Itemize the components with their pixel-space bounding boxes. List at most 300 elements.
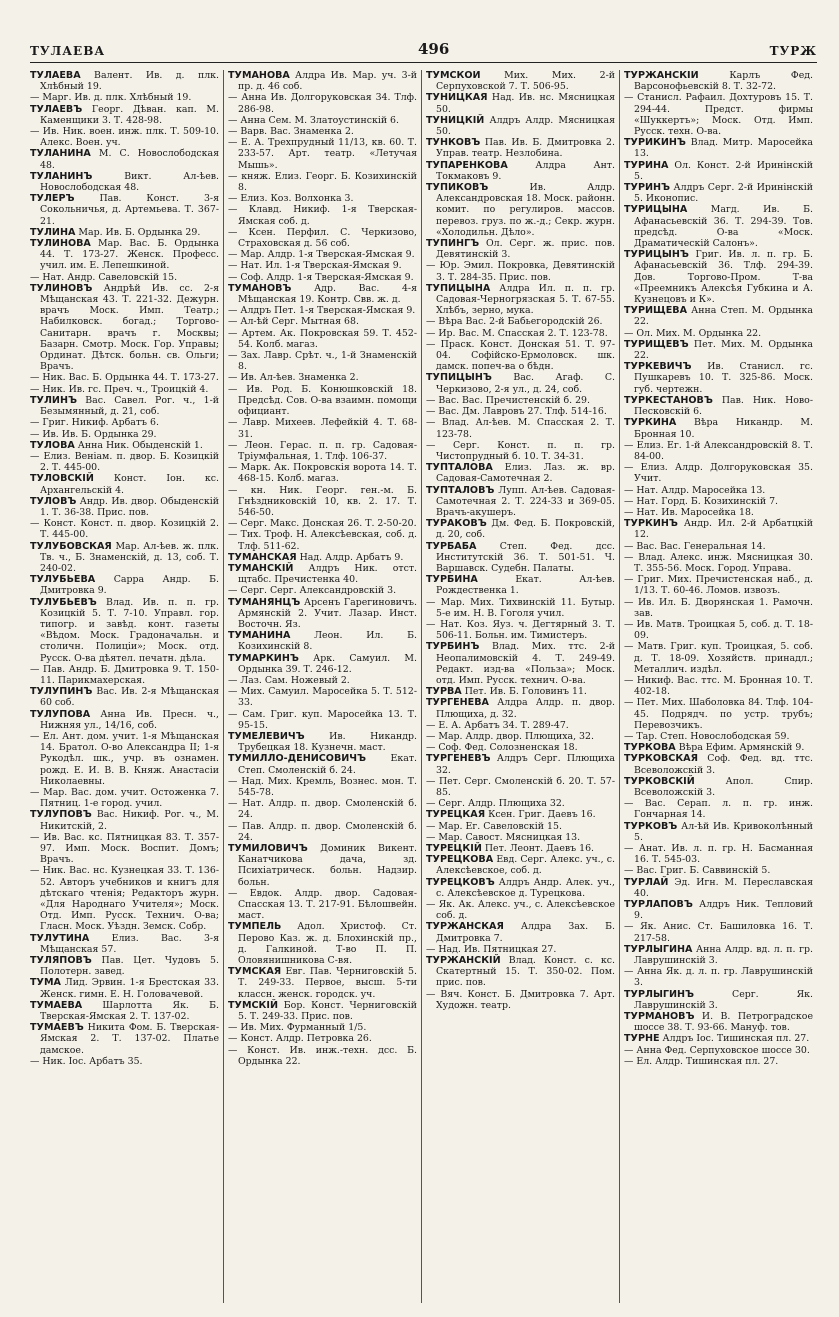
entry-text: — Мих. Самуил. Маросейка 5. Т. 512-33. <box>228 686 417 709</box>
entry-text: Ив. Никандр. Трубецкая 18. Кузнечн. маст. <box>238 730 417 754</box>
entry-text: Андрѣй Ив. сс. 2-я Мѣщанская 43. Т. 221-32. Дежурн. врачъ Моск. Имп. Театр.; Набилковск. богад.; Торгово-Санитарн. врачъ г. Москвы; Базарн. Смотр. Моск. Гор. Управы; Ординат. Дѣтск. больн. св. Ольги; Врачъ. <box>40 282 219 373</box>
entry-text: — Вас. Григ. Б. Саввинскій 5. <box>624 865 771 877</box>
directory-entry <box>624 249 813 305</box>
entry-text: — Нат. Алдр. Маросейка 13. <box>624 484 766 496</box>
entry-surname: ТУЛУБЬЕВА <box>30 574 96 586</box>
entry-text: — Вас. Серап. л. п. гр. инж. Гончарная 14. <box>624 798 813 821</box>
directory-entry <box>624 328 813 339</box>
entry-text: — Нат. Коз. Яуз. ч. Дегтярный 3. Т. 506-11. Больн. им. Тимистеръ. <box>426 618 615 642</box>
entry-surname: ТУРЕЦКОВА <box>426 854 494 866</box>
entry-text: — Мар. Мих. Тихвинскій 11. Бутыр. 5-е им. Н. В. Гоголя учил. <box>426 596 615 619</box>
directory-entry <box>30 1000 219 1022</box>
entry-text: — Анна Ив. Долгоруковская 34. Тлф. 286-98. <box>228 92 417 115</box>
entry-surname: ТУПИНГЪ <box>426 238 480 250</box>
directory-entry <box>624 989 813 1011</box>
directory-entry <box>624 742 813 753</box>
directory-entry <box>228 372 417 383</box>
directory-entry <box>624 496 813 507</box>
entry-text: Алдра Ил. п. п. гр. Садовая-Черногрязская 5. Т. 67-55. Хлѣбъ, зерно, мука. <box>436 282 615 317</box>
entry-surname: ТУПИЦЫНА <box>426 282 491 294</box>
entry-text: — Мар. Савост. Мясницкая 13. <box>426 831 581 843</box>
entry-surname: ТУЛОВА <box>30 439 75 451</box>
entry-text: Ол. Серг. ж. прис. пов. Девятинскій 3. <box>436 238 615 261</box>
directory-entry <box>228 585 417 596</box>
entry-text: — Серг. Алдр. Плющиха 32. <box>426 798 565 810</box>
entry-text: — Влад. Ал-ѣев. М. Спасская 2. Т. 123-78. <box>426 417 615 440</box>
entry-surname: ТУРМАНОВЪ <box>624 1011 695 1023</box>
entry-surname: ТУРИЦЫНА <box>624 204 688 216</box>
entry-text: Екат. Степ. Смоленскій б. 24. <box>238 753 417 776</box>
entry-text: — Юр. Эмил. Покровка, Девятинскій 3. Т. 284-35. Прис. пов. <box>426 260 615 283</box>
entry-text: — Лаз. Сам. Ножевый 2. <box>228 674 350 686</box>
entry-text: Соф. Фед. вд. ттс. Всеволожскій 3. <box>634 753 813 776</box>
entry-text: Влад. Ив. п. п. гр. Козицкій 5. Т. 7-10. Управл. гор. типогр. и завѣд. конт. газеты «Вѣдом. Моск. Градоначальн. и столичн. Полиціи»; Моск. отд. Русск. О-ва дѣятел. печатн. дѣла. <box>40 596 219 664</box>
entry-surname: ТУМАРКИНЪ <box>228 652 299 664</box>
entry-surname: ТУМСКОЙ <box>426 70 481 81</box>
entry-text: — Ив. Ив. Б. Ордынка 29. <box>30 428 157 440</box>
directory-entry <box>228 440 417 462</box>
directory-entry <box>30 395 219 417</box>
directory-entry <box>30 496 219 518</box>
entry-text: — Ив. Род. Б. Конюшковскій 18. Предсѣд. Сов. О-ва взаимн. помощи официант. <box>228 383 417 418</box>
entry-text: — Над. Ив. Пятницкая 27. <box>426 943 557 955</box>
entry-text: Анна Степ. М. Ордынка 22. <box>634 305 813 328</box>
entry-text: Шарлотта Як. Б. Тверская-Ямская 2. Т. 137-02. <box>40 999 219 1023</box>
entry-surname: ТУЛИНЪ <box>30 394 77 406</box>
directory-entry <box>426 485 615 519</box>
entry-surname: ТУМАЕВА <box>30 999 83 1011</box>
entry-surname: ТУМАНЯНЦЪ <box>228 596 301 608</box>
entry-surname: ТУПТАЛОВА <box>426 462 493 474</box>
entry-text: Алдръ Ник. отст. щтабс. Пречистенка 40. <box>238 562 417 586</box>
entry-surname: ТУРИЦЫНЪ <box>624 249 689 261</box>
entry-text: Ив. Станисл. гс. Пушкаревъ 10. Т. 325-86. Моск. губ. чертежн. <box>634 361 813 395</box>
directory-entry <box>624 1011 813 1033</box>
entry-text: — Никиф. Вас. ттс. М. Бронная 10. Т. 402-18. <box>624 674 813 698</box>
entry-surname: ТУМАНСКІЙ <box>228 562 294 574</box>
directory-entry <box>426 92 615 114</box>
entry-text: — Нат. Андр. Савеловскій 15. <box>30 271 178 283</box>
entry-text: Анна Ник. Обыденскій 1. <box>74 439 203 451</box>
entry-surname: ТУРГЕНЕВА <box>426 697 489 709</box>
directory-entry <box>426 641 615 686</box>
entry-text: — Мар. Вас. дом. учит. Остоженка 7. Пятниц. 1-е город. учил. <box>30 787 219 810</box>
entry-text: М. С. Новослободская 48. <box>40 148 219 171</box>
entry-text: Вас. Ив. 2-я Мѣщанская 60 соб. <box>40 686 219 709</box>
directory-entry <box>228 709 417 731</box>
directory-entry <box>426 462 615 484</box>
entry-text: — Тих. Троф. Н. Алексѣевская, соб. д. Тлф. 511-62. <box>228 529 417 552</box>
entry-text: — Марг. Ив. д. плк. Хлѣбный 19. <box>30 92 192 104</box>
directory-entry <box>30 417 219 428</box>
entry-text: Арсенъ Гарегиновичъ. Армянскій 2. Учит. Лазар. Инст. Восточн. Яз. <box>238 596 417 630</box>
entry-text: Екат. Ал-ѣев. Рождественка 1. <box>436 574 615 597</box>
entry-text: — Серг. Серг. Александровскій 3. <box>228 585 397 597</box>
directory-entry <box>426 899 615 921</box>
entry-surname: ТУЛАЕВА <box>30 70 81 81</box>
directory-entry <box>228 272 417 283</box>
entry-surname: ТУМАНСКАЯ <box>228 551 297 563</box>
directory-entry <box>30 709 219 731</box>
directory-entry <box>30 104 219 126</box>
directory-entry <box>30 541 219 575</box>
entry-surname: ТУМПЕЛЬ <box>228 921 282 933</box>
entry-text: Мар. Ив. Б. Ордынка 29. <box>75 226 201 238</box>
entry-surname: ТУРЛАПОВЪ <box>624 899 693 911</box>
directory-entry <box>426 70 615 92</box>
directory-entry <box>624 597 813 619</box>
directory-entry <box>426 821 615 832</box>
entry-text: — Е. А. Трехпрудный 11/13, кв. 60. Т. 233-57. Арт. театр. «Летучая Мышь». <box>228 137 417 171</box>
entry-surname: ТУРВА <box>426 686 462 698</box>
entry-text: — Артем. Ак. Покровская 59. Т. 452-54. Колб. магаз. <box>228 327 417 350</box>
directory-entry <box>426 372 615 394</box>
entry-surname: ТУРБИНА <box>426 574 478 586</box>
entry-text: — Пав. Алдр. п. двор. Смоленскій б. 24. <box>228 820 417 843</box>
entry-text: Алдръ Андр. Алек. уч., с. Алексѣевское д. Турецкова. <box>436 876 615 899</box>
directory-entry <box>228 798 417 820</box>
entry-surname: ТУЛИНОВА <box>30 238 91 250</box>
entry-text: — Конст. Конст. п. двор. Козицкій 2. Т. 445-00. <box>30 518 219 541</box>
entry-text: Алдра Зах. Б. Дмитровка 7. <box>436 921 615 944</box>
entry-text: Елиз. Вас. 3-я Мѣщанская 57. <box>40 932 219 955</box>
entry-surname: ТУРКОВСКІЙ <box>624 775 695 787</box>
entry-text: — Пет. Серг. Смоленскій б. 20. Т. 57-85. <box>426 775 615 798</box>
entry-text: — Вѣра Вас. 2-й Бабьегородскій 26. <box>426 316 603 328</box>
entry-text: — Клавд. Никиф. 1-я Тверская-Ямская соб. д. <box>228 204 417 227</box>
directory-entry <box>228 384 417 418</box>
entry-text: Алдръ Іос. Тишинская пл. 27. <box>659 1033 810 1045</box>
entry-text: Арк. Самуил. М. Ордынка 39. Т. 246-12. <box>238 652 417 675</box>
directory-entry <box>426 731 615 742</box>
entry-surname: ТУЛОВСКІЙ <box>30 473 94 485</box>
directory-entry <box>624 485 813 496</box>
entry-surname: ТУРКОВСКАЯ <box>624 753 698 765</box>
entry-text: — Варв. Вас. Знаменка 2. <box>228 126 354 138</box>
entry-text: Алдръ Серг. 2-й Иринінскій 5. Иконопис. <box>634 182 813 205</box>
directory-entry <box>624 182 813 204</box>
entry-surname: ТУЛЯПОВЪ <box>30 955 92 967</box>
entry-text: Евд. Серг. Алекс. уч., с. Алексѣевское, соб. д. <box>436 854 615 877</box>
directory-entry <box>426 809 615 820</box>
directory-entry <box>228 888 417 922</box>
directory-entry <box>624 675 813 697</box>
entry-text: — Елиз. Ег. 1-й Александровскій 8. Т. 84-00. <box>624 439 813 462</box>
directory-entry <box>228 843 417 888</box>
entry-text: Алдра Ант. Токмаковъ 9. <box>436 159 615 182</box>
entry-text: Мар. Вас. Б. Ордынка 44. Т. 173-27. Женск. Професс. учил. им. Е. Лепешкиной. <box>40 238 219 272</box>
entry-text: Лид. Эрвин. 1-я Брестская 33. Женск. гимн. Е. Н. Головачевой. <box>40 977 219 1000</box>
entry-surname: ТУРНЕ <box>624 1033 660 1045</box>
directory-entry <box>426 137 615 159</box>
directory-entry <box>426 238 615 260</box>
running-head-right: ТУРЖ <box>769 44 817 58</box>
entry-text: — Анна Як. д. л. п. гр. Лаврушинскій 3. <box>624 966 813 989</box>
directory-entry <box>426 753 615 775</box>
entry-text: Магд. Ив. Б. Афанасьевскій 36. Т. 294-39. Тов. предсѣд. О-ва «Моск. Драматическій Салонъ». <box>634 204 813 250</box>
entry-text: Пав. Ник. Ново-Песковскій 6. <box>634 394 813 418</box>
entry-text: Над. Алдр. Арбатъ 9. <box>296 551 404 563</box>
entry-text: — Вяч. Конст. Б. Дмитровка 7. Арт. Художн. театр. <box>426 988 615 1011</box>
entry-text: — Конст. Ив. инж.-техн. дсс. Б. Ордынка 22. <box>228 1044 417 1067</box>
directory-entry <box>624 305 813 327</box>
directory-entry <box>228 563 417 585</box>
directory-entry <box>426 260 615 282</box>
directory-entry <box>426 283 615 317</box>
directory-entry <box>30 429 219 440</box>
entry-text: Григ. Ив. л. п. гр. Б. Афанасьевскій 36. Тлф. 294-39. Дов. Торгово-Пром. Т-ва «Преемникъ Алексѣя Губкина и А. Кузнецовъ и К». <box>634 249 813 306</box>
directory-entry <box>624 462 813 484</box>
entry-text: Пет. Леонт. Даевъ 16. <box>481 843 595 855</box>
entry-text: Вѣра Никандр. М. Бронная 10. <box>634 417 813 440</box>
directory-entry <box>624 921 813 943</box>
directory-entry <box>426 574 615 596</box>
directory-entry <box>426 686 615 697</box>
entry-text: — Пав. Андр. Б. Дмитровка 9. Т. 150-11. Парикмахерская. <box>30 663 219 686</box>
entry-surname: ТУРЛЫГИНЪ <box>624 988 695 1000</box>
directory-entry <box>624 417 813 439</box>
entry-surname: ТУЛАЕВЪ <box>30 103 83 115</box>
entry-text: — Зах. Лавр. Срѣт. ч., 1-й Знаменскій 8. <box>228 350 417 373</box>
entry-surname: ТУЛЕРЪ <box>30 193 75 205</box>
entry-surname: ТУНКОВЪ <box>426 137 481 149</box>
directory-entry <box>426 619 615 641</box>
directory-entry <box>426 316 615 327</box>
entry-text: Сарра Андр. Б. Дмитровка 9. <box>40 574 219 597</box>
entry-text: — Серг. Макс. Донская 26. Т. 2-50-20. <box>228 518 417 530</box>
entry-surname: ТУМИЛОВИЧЪ <box>228 843 308 855</box>
directory-entry <box>228 137 417 171</box>
directory-entry <box>228 630 417 652</box>
directory-entry <box>426 597 615 619</box>
entry-text: Степ. Фед. дсс. Институтскій 36. Т. 501-51. Ч. Варшавск. Судебн. Палаты. <box>436 540 615 574</box>
entry-surname: ТУРАКОВЪ <box>426 518 487 530</box>
entry-text: — Як. Анис. Ст. Башиловка 16. Т. 217-58. <box>624 921 813 944</box>
entry-surname: ТУРГЕНЕВЪ <box>426 753 491 765</box>
directory-entry <box>228 260 417 271</box>
directory-entry <box>624 619 813 641</box>
directory-entry <box>228 126 417 137</box>
directory-entry <box>30 832 219 866</box>
directory-entry <box>624 944 813 966</box>
directory-entry <box>228 485 417 519</box>
directory-entry <box>624 821 813 843</box>
entry-text: — Леон. Герас. п. п. гр. Садовая-Тріумфальная, 1. Тлф. 106-37. <box>228 439 417 462</box>
entry-surname: ТУЛИНОВЪ <box>30 282 93 294</box>
entry-text: Влад. Мих. ттс. 2-й Неопалимовскій 4. Т. 249-49. Редакт. изд-ва «Польза»; Моск. отд. Имп. Русск. технич. О-ва. <box>436 641 615 686</box>
entry-text: Пав. Конст. 3-я Сокольничья, д. Артемьева. Т. 367-21. <box>40 193 219 227</box>
entry-surname: ТУМА <box>30 977 61 989</box>
entry-text: Влад. Митр. Маросейка 13. <box>634 137 813 160</box>
entry-text: Анна Алдр. вд. л. п. гр. Лаврушинскій 3. <box>634 943 813 967</box>
directory-entry <box>228 552 417 563</box>
entry-text: — Конст. Алдр. Петровка 26. <box>228 1033 372 1045</box>
entry-surname: ТУЛУПОВЪ <box>30 809 92 821</box>
entry-surname: ТУЛУПОВА <box>30 708 91 720</box>
entry-text: Андр. Ил. 2-й Арбатцкій 12. <box>634 518 813 541</box>
directory-entry <box>30 70 219 92</box>
entry-surname: ТУРЕЦКІЙ <box>426 843 482 855</box>
entry-text: — Е. А. Арбатъ 34. Т. 289-47. <box>426 719 569 731</box>
entry-surname: ТУРЕЦКАЯ <box>426 809 486 821</box>
entry-surname: ТУМЕЛЕВИЧЪ <box>228 730 305 742</box>
directory-entry <box>624 92 813 137</box>
entry-text: И. В. Петроградское шоссе 38. Т. 93-66. Мануф. тов. <box>634 1011 813 1034</box>
directory-entry <box>426 160 615 182</box>
entry-text: — Ник. Іос. Арбатъ 35. <box>30 1055 143 1067</box>
directory-entry <box>624 518 813 540</box>
entry-text: — Соф. Алдр. 1-я Тверская-Ямская 9. <box>228 271 414 283</box>
directory-entry <box>30 272 219 283</box>
directory-entry <box>228 92 417 114</box>
directory-entry <box>228 1045 417 1067</box>
directory-entry <box>624 798 813 820</box>
directory-entry <box>426 697 615 719</box>
directory-entry <box>228 350 417 372</box>
entry-text: Пет. Мих. М. Ордынка 22. <box>634 338 813 362</box>
directory-entry <box>426 742 615 753</box>
entry-text: — Анна Сем. М. Златоустинскій 6. <box>228 114 400 126</box>
entry-text: — Серг. Конст. п. п. гр. Чистопрудный б. 10. Т. 34-31. <box>426 439 615 462</box>
entry-surname: ТУМИЛЛО-ДЕНИСОВИЧЪ <box>228 753 367 765</box>
directory-entry <box>624 865 813 876</box>
entry-text: Адр. Вас. 4-я Мѣщанская 19. Контр. Свв. ж. д. <box>238 282 417 306</box>
directory-entry <box>30 372 219 383</box>
directory-entry <box>624 137 813 159</box>
entry-text: — Мар. Ег. Савеловскій 15. <box>426 820 562 832</box>
entry-text: Алдръ Алдр. Мясницкая 50. <box>436 114 615 138</box>
entry-text: — Ник. Ив. гс. Преч. ч., Троицкій 4. <box>30 383 209 395</box>
entry-surname: ТУЛОВЪ <box>30 495 77 507</box>
directory-entry <box>624 507 813 518</box>
entry-surname: ТУМАНОВЪ <box>228 282 292 294</box>
directory-entry <box>30 1056 219 1067</box>
entry-text: — Нат. Горд. Б. Козихинскій 7. <box>624 495 779 507</box>
entry-text: — Ив. Мих. Фурманный 1/5. <box>228 1022 367 1034</box>
entry-text: Алдра Алдр. п. двор. Плющиха, д. 32. <box>436 697 615 720</box>
entry-text: — Вас. Дм. Лавровъ 27. Тлф. 514-16. <box>426 406 607 418</box>
directory-entry <box>30 283 219 373</box>
directory-entry <box>30 384 219 395</box>
directory-entry <box>228 753 417 775</box>
entry-text: — Ив. Матв. Троицкая 5, соб. д. Т. 18-09. <box>624 618 813 642</box>
directory-entry <box>624 753 813 775</box>
directory-entry <box>426 854 615 876</box>
entry-surname: ТУМСКІЙ <box>228 999 278 1011</box>
entry-surname: ТУРИЩЕВА <box>624 305 688 317</box>
column-1 <box>30 70 223 1303</box>
entry-surname: ТУПАРЕНКОВА <box>426 159 508 171</box>
entry-text: — Ол. Мих. М. Ордынка 22. <box>624 327 762 339</box>
directory-entry <box>624 697 813 731</box>
entry-text: — Григ. Мих. Пречистенская наб., д. 1/13. Т. 60-46. Ломов. извозъ. <box>624 574 813 597</box>
entry-text: Пав. Ив. Б. Дмитровка 2. Управ. театр. Незлобина. <box>436 137 615 160</box>
directory-entry <box>426 877 615 899</box>
entry-text: — Алдръ Пет. 1-я Тверская-Ямская 9. <box>228 305 416 317</box>
directory-entry <box>624 552 813 574</box>
directory-entry <box>624 395 813 417</box>
entry-text: — Анна Фед. Серпуховское шоссе 30. <box>624 1044 810 1056</box>
entry-text: — Нат. Ил. 1-я Тверская-Ямская 9. <box>228 260 402 272</box>
entry-text: Алдръ Ник. Тепловий 9. <box>634 899 813 922</box>
entry-text: Апол. Спир. Всеволожскій 3. <box>634 775 813 798</box>
directory-entry <box>228 653 417 675</box>
entry-text: — Лавр. Михеев. Лефейкій 4. Т. 68-31. <box>228 417 417 440</box>
directory-entry <box>624 1056 813 1067</box>
directory-entry <box>624 361 813 395</box>
entry-text: Ал-ѣй Ив. Кривоколѣнный 5. <box>634 820 813 843</box>
entry-text: — Нат. Ив. Маросейка 18. <box>624 506 754 518</box>
directory-entry <box>624 440 813 462</box>
directory-entry <box>624 541 813 552</box>
directory-entry <box>624 160 813 182</box>
entry-text: — Як. Ак. Алекс. уч., с. Алексѣевское соб. д. <box>426 899 615 922</box>
directory-entry <box>228 171 417 193</box>
entry-surname: ТУРБИНЪ <box>426 641 480 653</box>
directory-entry <box>30 955 219 977</box>
directory-entry <box>624 877 813 899</box>
entry-text: — Ник. Вас. нс. Кузнецкая 33. Т. 136-52. Авторъ учебников и книгъ для дѣтскаго чтенія; Редакторъ журн. «Для Народнаго Учителя»; Моск. Отд. Имп. Русск. Технич. О-ва; Гласн. Моск. Уѣздн. Земск. Собр. <box>30 865 219 933</box>
directory-entry <box>30 227 219 238</box>
entry-surname: ТУРИНЪ <box>624 182 671 194</box>
directory-entry <box>30 597 219 664</box>
directory-entry <box>228 529 417 551</box>
directory-entry <box>228 417 417 439</box>
directory-entry <box>426 921 615 943</box>
directory-entry <box>228 597 417 631</box>
columns <box>30 70 817 1303</box>
directory-entry <box>228 686 417 708</box>
entry-text: — Ив. Вас. кс. Пятницкая 83. Т. 357-97. Имп. Моск. Воспит. Домъ; Врачъ. <box>30 831 219 866</box>
entry-text: Адол. Христоф. Ст. Перово Каз. ж. д. Блохинскій пр., д. Галкиной. Т-во П. П. Оловянишникова С-вя. <box>238 921 417 967</box>
directory-entry <box>624 204 813 249</box>
page-header <box>30 40 817 63</box>
entry-text: — Вас. Вас. Пречистенскій б. 29. <box>426 394 590 406</box>
entry-text: — Ел. Ант. дом. учит. 1-я Мѣщанская 14. Братол. О-во Александра II; 1-я Рукодѣл. шк., учр. въ ознамен. рожд. Е. И. В. В. Княж. Анастасіи Николаевны. <box>30 730 219 787</box>
entry-text: Серг. Як. Лаврушинскій 3. <box>634 988 813 1011</box>
entry-text: Вѣра Ефим. Армянскій 9. <box>675 742 805 754</box>
entry-surname: ТУРЛЫГИНА <box>624 943 693 955</box>
entry-text: Бор. Конст. Черниговскій 5. Т. 249-33. Прис. пов. <box>238 999 417 1023</box>
entry-text: — Мар. Алдр. двор. Плющиха, 32. <box>426 730 594 742</box>
column-4 <box>619 70 817 1303</box>
entry-text: — Влад. Алекс. инж. Мясницкая 30. Т. 355-56. Моск. Город. Управа. <box>624 551 813 574</box>
entry-text: Леон. Ил. Б. Козихинскій 8. <box>238 630 417 653</box>
entry-text: Пет. Ив. Б. Головинъ 11. <box>461 686 587 698</box>
directory-entry <box>228 1000 417 1022</box>
entry-surname: ТУРЕЦКОВЪ <box>426 876 495 888</box>
directory-entry <box>228 1022 417 1033</box>
directory-entry <box>30 440 219 451</box>
directory-entry <box>426 776 615 798</box>
entry-text: — кн. Ник. Георг. ген.-м. Б. Гнѣздниковскій 10, кв. 2. 17. Т. 546-50. <box>228 484 417 518</box>
entry-surname: ТУЛАНИНА <box>30 148 91 160</box>
directory-entry <box>624 776 813 798</box>
entry-text: Вас. Агаф. С. Черкизово, 2-я ул., д. 24, соб. <box>436 372 615 395</box>
directory-entry <box>228 921 417 966</box>
directory-entry <box>228 462 417 484</box>
entry-surname: ТУРИКИНЪ <box>624 137 686 149</box>
running-head-left: ТУЛАЕВА <box>30 44 106 58</box>
directory-entry <box>426 843 615 854</box>
entry-surname: ТУЛИНА <box>30 226 76 238</box>
entry-surname: ТУМАНОВА <box>228 70 290 81</box>
entry-text: — Григ. Никиф. Арбатъ 6. <box>30 417 159 429</box>
entry-text: Анна Ив. Пресн. ч., Нижняя ул., 14/16, соб. <box>40 708 219 731</box>
directory-entry <box>228 283 417 305</box>
page-number: 496 <box>418 40 450 58</box>
directory-entry <box>228 1033 417 1044</box>
